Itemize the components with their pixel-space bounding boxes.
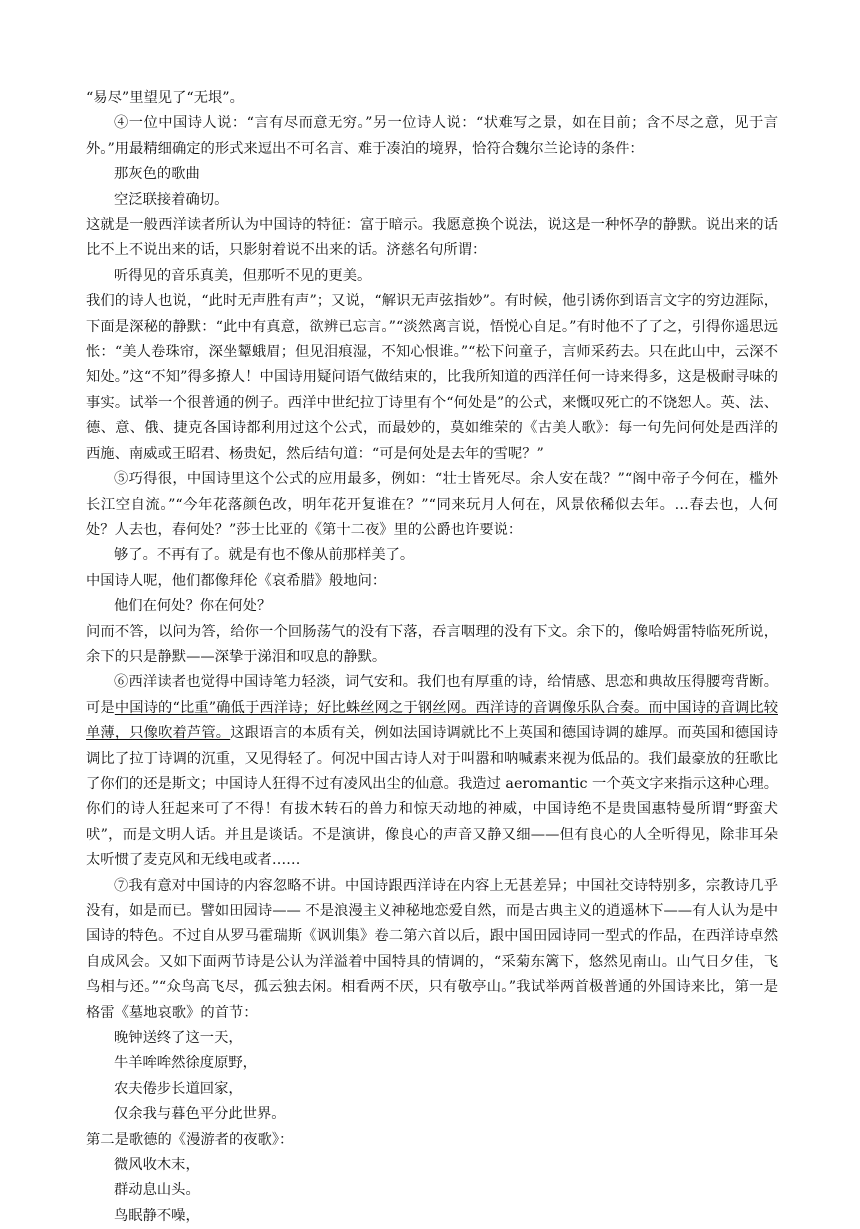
- verse-line: 那灰色的歌曲: [114, 166, 200, 183]
- paragraph-4: ④一位中国诗人说：“言有尽而意无穷。”另一位诗人说：“状难写之景，如在目前；含不尽之意，见于言外。”用最精细确定的形式来逗出不可名言、难于凑泊的境界，恰符合魏尔兰论诗的条件：: [86, 115, 778, 157]
- paragraph-text: 中国诗人呢，他们都像拜伦《哀希腊》般地问：: [86, 572, 387, 589]
- verse-line: 鸟眠静不噪，: [114, 1207, 200, 1224]
- paragraph-5: ⑤巧得很，中国诗里这个公式的应用最多，例如：“壮士皆死尽。余人安在哉？”“阁中帝子今何在，槛外长江空自流。”“今年花落颜色改，明年花开复谁在？”“同来玩月人何在，风景依稀似去年。…春去也，人何处？人去也，春何处？”莎士比亚的《第十二夜》里的公爵也许要说：: [86, 471, 778, 538]
- paragraph-text: 问而不答，以问为答，给你一个回肠荡气的没有下落，吞言咽理的没有下文。余下的，像哈姆雷特临死所说，余下的只是静默——深挚于涕泪和叹息的静默。: [86, 623, 778, 665]
- paragraph-text: 我们的诗人也说，“此时无声胜有声”；又说，“解识无声弦指妙”。有时候，他引诱你到语言文字的穷边涯际，下面是深秘的静默：“此中有真意，欲辨已忘言。”“淡然离言说，悟悦心自足。”有时他不了了之，引得你遥思远怅：“美人卷珠帘，深坐颦蛾眉；但见泪痕湿，不知心恨谁。”“松下问童子，言师采药去。只在此山中，云深不知处。”这“不知”得多撩人！中国诗用疑问语气做结束的，比我所知道的西洋任何一诗来得多，这是极耐寻味的事实。试举一个很普通的例子。西洋中世纪拉丁诗里有个“何处是”的公式，来慨叹死亡的不饶恕人。英、法、德、意、俄、捷克各国诗都利用过这个公式，而最妙的，莫如维荣的《古美人歌》：每一句先问何处是西洋的西施、南威或王昭君、杨贵妃，然后结句道：“可是何处是去年的雪呢？”: [86, 293, 778, 462]
- paragraph-6-start: ⑥西洋读者也觉得中国诗笔力轻淡，词气安和。我们也有厚重的诗，给情感、思恋和典故压得腰弯背断。可是: [86, 674, 778, 716]
- verse-line: 够了。不再有了。就是有也不像从前那样美了。: [114, 547, 415, 564]
- underlined-sentence: 中国诗的“比重”确低于西洋诗；好比蛛丝网之于钢丝网。西洋诗的音调像乐队合奏。而中国诗的音调比较单薄，只像吹着芦管。: [86, 699, 778, 742]
- paragraph-text: 第二是歌德的《漫游者的夜歌》：: [86, 1131, 294, 1148]
- paragraph-text: 这就是一般西洋读者所认为中国诗的特征：富于暗示。我愿意换个说法，说这是一种怀孕的静默。说出来的话比不上不说出来的话，只影射着说不出来的话。济慈名句所谓：: [86, 217, 778, 259]
- paragraph-6: [86, 670, 778, 873]
- verse-line: 晚钟送终了这一天，: [114, 1030, 243, 1047]
- paragraph-continuation: “易尽”里望见了“无垠”。: [86, 90, 244, 106]
- verse-line: 听得见的音乐真美，但那听不见的更美。: [114, 267, 372, 284]
- paragraph-7: ⑦我有意对中国诗的内容忽略不讲。中国诗跟西洋诗在内容上无甚差异；中国社交诗特别多，宗教诗几乎没有，如是而已。譬如田园诗—— 不是浪漫主义神秘地恋爱自然，而是古典主义的逍遥林下——有人认为是中国诗的特色。不过自从罗马霍瑞斯《讽训集》卷二第六首以后，跟中国田园诗同一型式的作品，在西洋诗卓然自成风会。又如下面两节诗是公认为洋溢着中国特具的情调的，“采菊东篱下，悠然见南山。山气日夕佳，飞鸟相与还。”“众鸟高飞尽，孤云独去闲。相看两不厌，只有敬亭山。”我试举两首极普通的外国诗来比，第一是格雷《墓地哀歌》的首节：: [86, 877, 778, 1021]
- verse-line: 空泛联接着确切。: [114, 191, 229, 208]
- verse-line: 群动息山头。: [114, 1182, 200, 1199]
- verse-line: 他们在何处？你在何处？: [114, 598, 272, 615]
- verse-line: 牛羊哞哞然徐度原野，: [114, 1055, 257, 1072]
- verse-line: 微风收木末，: [114, 1157, 200, 1174]
- document-page: [86, 86, 778, 1229]
- verse-line: 仅余我与暮色平分此世界。: [114, 1106, 286, 1123]
- paragraph-6-end: 这跟语言的本质有关，例如法国诗调就比不上英国和德国诗调的雄厚。而英国和德国诗调比了拉丁诗调的沉重，又见得轻了。何况中国古诗人对于叫嚣和呐喊素来视为低品的。我们最豪放的狂歌比了你们的还是斯文；中国诗人狂得不过有凌风出尘的仙意。我造过 aeromantic 一个英文字来指示这种心理。你们的诗人狂起来可了不得！有拔木转石的兽力和惊天动地的神威，中国诗绝不是贵国惠特曼所谓“野蛮犬吠”，而是文明人话。并且是谈话。不是演讲，像良心的声音又静又细——但有良心的人全听得见，除非耳朵太听惯了麦克风和无线电或者……: [86, 725, 779, 869]
- verse-line: 农夫倦步长道回家，: [114, 1080, 243, 1097]
